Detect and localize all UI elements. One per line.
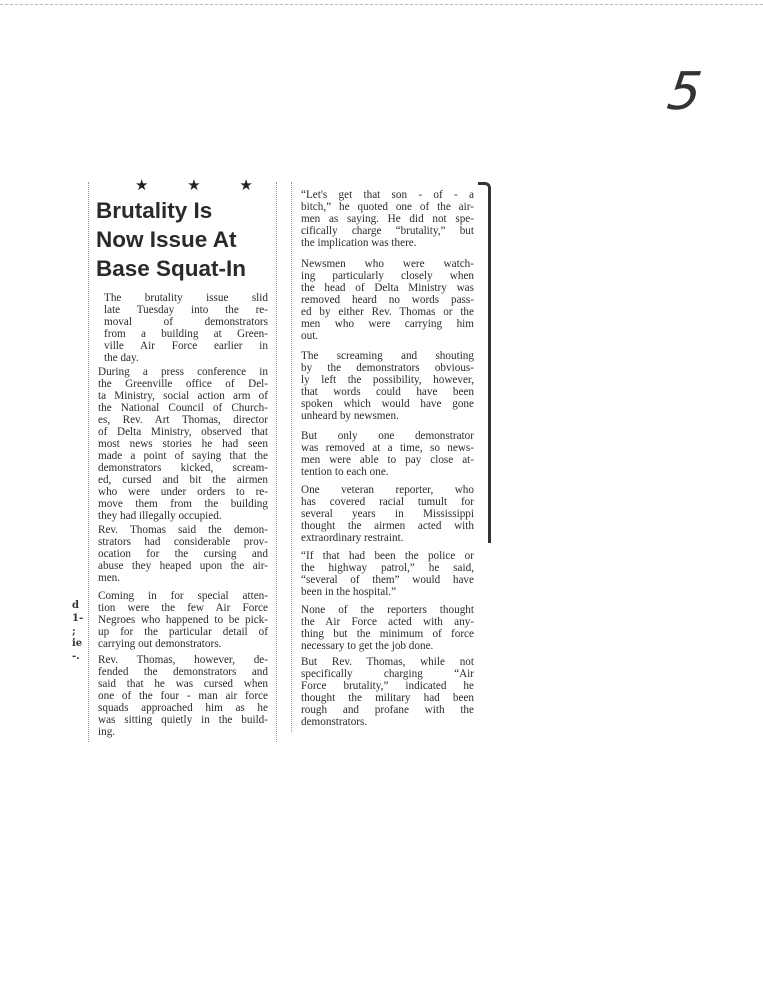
- text-line: was removed at a time, so news-: [301, 442, 474, 454]
- text-line: None of the reporters thought: [301, 604, 474, 616]
- text-line: spoken which would have gone: [301, 398, 474, 410]
- text-line: the head of Delta Ministry was: [301, 282, 474, 294]
- text-line: fended the demonstrators and: [98, 666, 268, 678]
- text-line: was sitting quietly in the build-: [98, 714, 268, 726]
- text-line: But Rev. Thomas, while not: [301, 656, 474, 668]
- text-line: removed heard no words pass-: [301, 294, 474, 306]
- text-line: necessary to get the job done.: [301, 640, 434, 652]
- handwritten-page-number: 5: [663, 62, 706, 122]
- text-line: carrying out demonstrators.: [98, 638, 222, 650]
- text-line: from a building at Green-: [104, 328, 268, 340]
- text-line: who were under orders to re-: [98, 486, 268, 498]
- text-line: men as saying. He did not spe-: [301, 213, 474, 225]
- paragraph: [301, 258, 474, 342]
- text-line: cifically charge “brutality,” but: [301, 225, 474, 237]
- text-line: move them from the building: [98, 498, 268, 510]
- text-line: specifically charging “Air: [301, 668, 474, 680]
- text-line: has covered racial tumult for: [301, 496, 474, 508]
- paragraph: [98, 590, 268, 650]
- text-line: unheard by newsmen.: [301, 410, 399, 422]
- star-ornament: ★ ★ ★: [135, 176, 270, 194]
- text-line: the Air Force acted with any-: [301, 616, 474, 628]
- text-line: During a press conference in: [98, 366, 268, 378]
- text-line: tion were the few Air Force: [98, 602, 268, 614]
- margin-fragment: 1-: [72, 613, 84, 624]
- text-line: thing but the minimum of force: [301, 628, 474, 640]
- text-line: tention to each one.: [301, 466, 389, 478]
- text-line: out.: [301, 330, 319, 342]
- text-line: several years in Mississippi: [301, 508, 474, 520]
- text-line: rough and profane with the: [301, 704, 474, 716]
- clipping-divider-right: [291, 182, 292, 732]
- text-line: that words could have been: [301, 386, 474, 398]
- paragraph: [98, 366, 268, 522]
- text-line: of Delta Ministry, observed that: [98, 426, 268, 438]
- text-line: Negroes who happened to be pick-: [98, 614, 268, 626]
- text-line: One veteran reporter, who: [301, 484, 474, 496]
- text-line: been in the hospital.”: [301, 586, 397, 598]
- text-line: ed by either Rev. Thomas or the: [301, 306, 474, 318]
- text-line: thought the military had been: [301, 692, 474, 704]
- text-line: But only one demonstrator: [301, 430, 474, 442]
- text-line: men.: [98, 572, 121, 584]
- text-line: abuse they heaped upon the air-: [98, 560, 268, 572]
- text-line: es, Rev. Art Thomas, director: [98, 414, 268, 426]
- paragraph: [301, 656, 474, 728]
- text-line: the National Council of Church-: [98, 402, 268, 414]
- text-line: demonstrators.: [301, 716, 368, 728]
- paragraph: [301, 604, 474, 652]
- text-line: they had illegally occupied.: [98, 510, 222, 522]
- text-line: Rev. Thomas, however, de-: [98, 654, 268, 666]
- text-line: thought the airmen acted with: [301, 520, 474, 532]
- text-line: ing particularly closely when: [301, 270, 474, 282]
- paragraph: [98, 654, 268, 738]
- margin-fragment: ;: [72, 626, 76, 637]
- headline: [96, 196, 246, 283]
- text-line: Coming in for special atten-: [98, 590, 268, 602]
- headline-line: Now Issue At: [96, 227, 237, 252]
- clipping-divider: [276, 182, 277, 742]
- paragraph: [301, 189, 474, 249]
- text-line: the day.: [104, 352, 139, 364]
- text-line: “Let's get that son - of - a: [301, 189, 474, 201]
- margin-fragment: -.: [72, 651, 80, 662]
- text-line: said that he was cursed when: [98, 678, 268, 690]
- text-line: Force brutality,” indicated he: [301, 680, 474, 692]
- paragraph: [98, 292, 268, 364]
- paragraph: [98, 524, 268, 584]
- text-line: ly left the possibility, however,: [301, 374, 474, 386]
- text-line: squads approached him as he: [98, 702, 268, 714]
- text-line: Rev. Thomas said the demon-: [98, 524, 268, 536]
- text-line: ed, cursed and bit the airmen: [98, 474, 268, 486]
- text-line: ville Air Force earlier in: [104, 340, 268, 352]
- text-line: bitch,” he quoted one of the air-: [301, 201, 474, 213]
- text-line: “several of them” would have: [301, 574, 474, 586]
- text-line: late Tuesday into the re-: [104, 304, 268, 316]
- text-line: up for the particular detail of: [98, 626, 268, 638]
- handwritten-bracket: [478, 182, 491, 543]
- text-line: Newsmen who were watch-: [301, 258, 474, 270]
- paragraph: [301, 550, 474, 598]
- text-line: The screaming and shouting: [301, 350, 474, 362]
- text-line: the highway patrol,” he said,: [301, 562, 474, 574]
- paragraph: [301, 350, 474, 422]
- margin-fragment: d: [72, 600, 79, 611]
- text-line: ing.: [98, 726, 116, 738]
- text-line: the Greenville office of Del-: [98, 378, 268, 390]
- text-line: men who were carrying him: [301, 318, 474, 330]
- text-line: strators had considerable prov-: [98, 536, 268, 548]
- headline-line: Brutality Is: [96, 198, 213, 223]
- text-line: ta Ministry, social action arm of: [98, 390, 268, 402]
- paragraph: [301, 484, 474, 544]
- text-line: “If that had been the police or: [301, 550, 474, 562]
- text-line: most news stories he had seen: [98, 438, 268, 450]
- text-line: extraordinary restraint.: [301, 532, 404, 544]
- clipping-left-edge: [88, 182, 89, 742]
- text-line: made a point of saying that the: [98, 450, 268, 462]
- paragraph: [301, 430, 474, 478]
- text-line: one of the four - man air force: [98, 690, 268, 702]
- text-line: ocation for the cursing and: [98, 548, 268, 560]
- text-line: the implication was there.: [301, 237, 417, 249]
- text-line: moval of demonstrators: [104, 316, 268, 328]
- text-line: by the demonstrators obvious-: [301, 362, 474, 374]
- margin-fragment: ie: [72, 638, 83, 649]
- scan-top-edge: [0, 0, 763, 5]
- text-line: The brutality issue slid: [104, 292, 268, 304]
- headline-line: Base Squat-In: [96, 256, 247, 281]
- text-line: demonstrators kicked, scream-: [98, 462, 268, 474]
- text-line: men were able to pay close at-: [301, 454, 474, 466]
